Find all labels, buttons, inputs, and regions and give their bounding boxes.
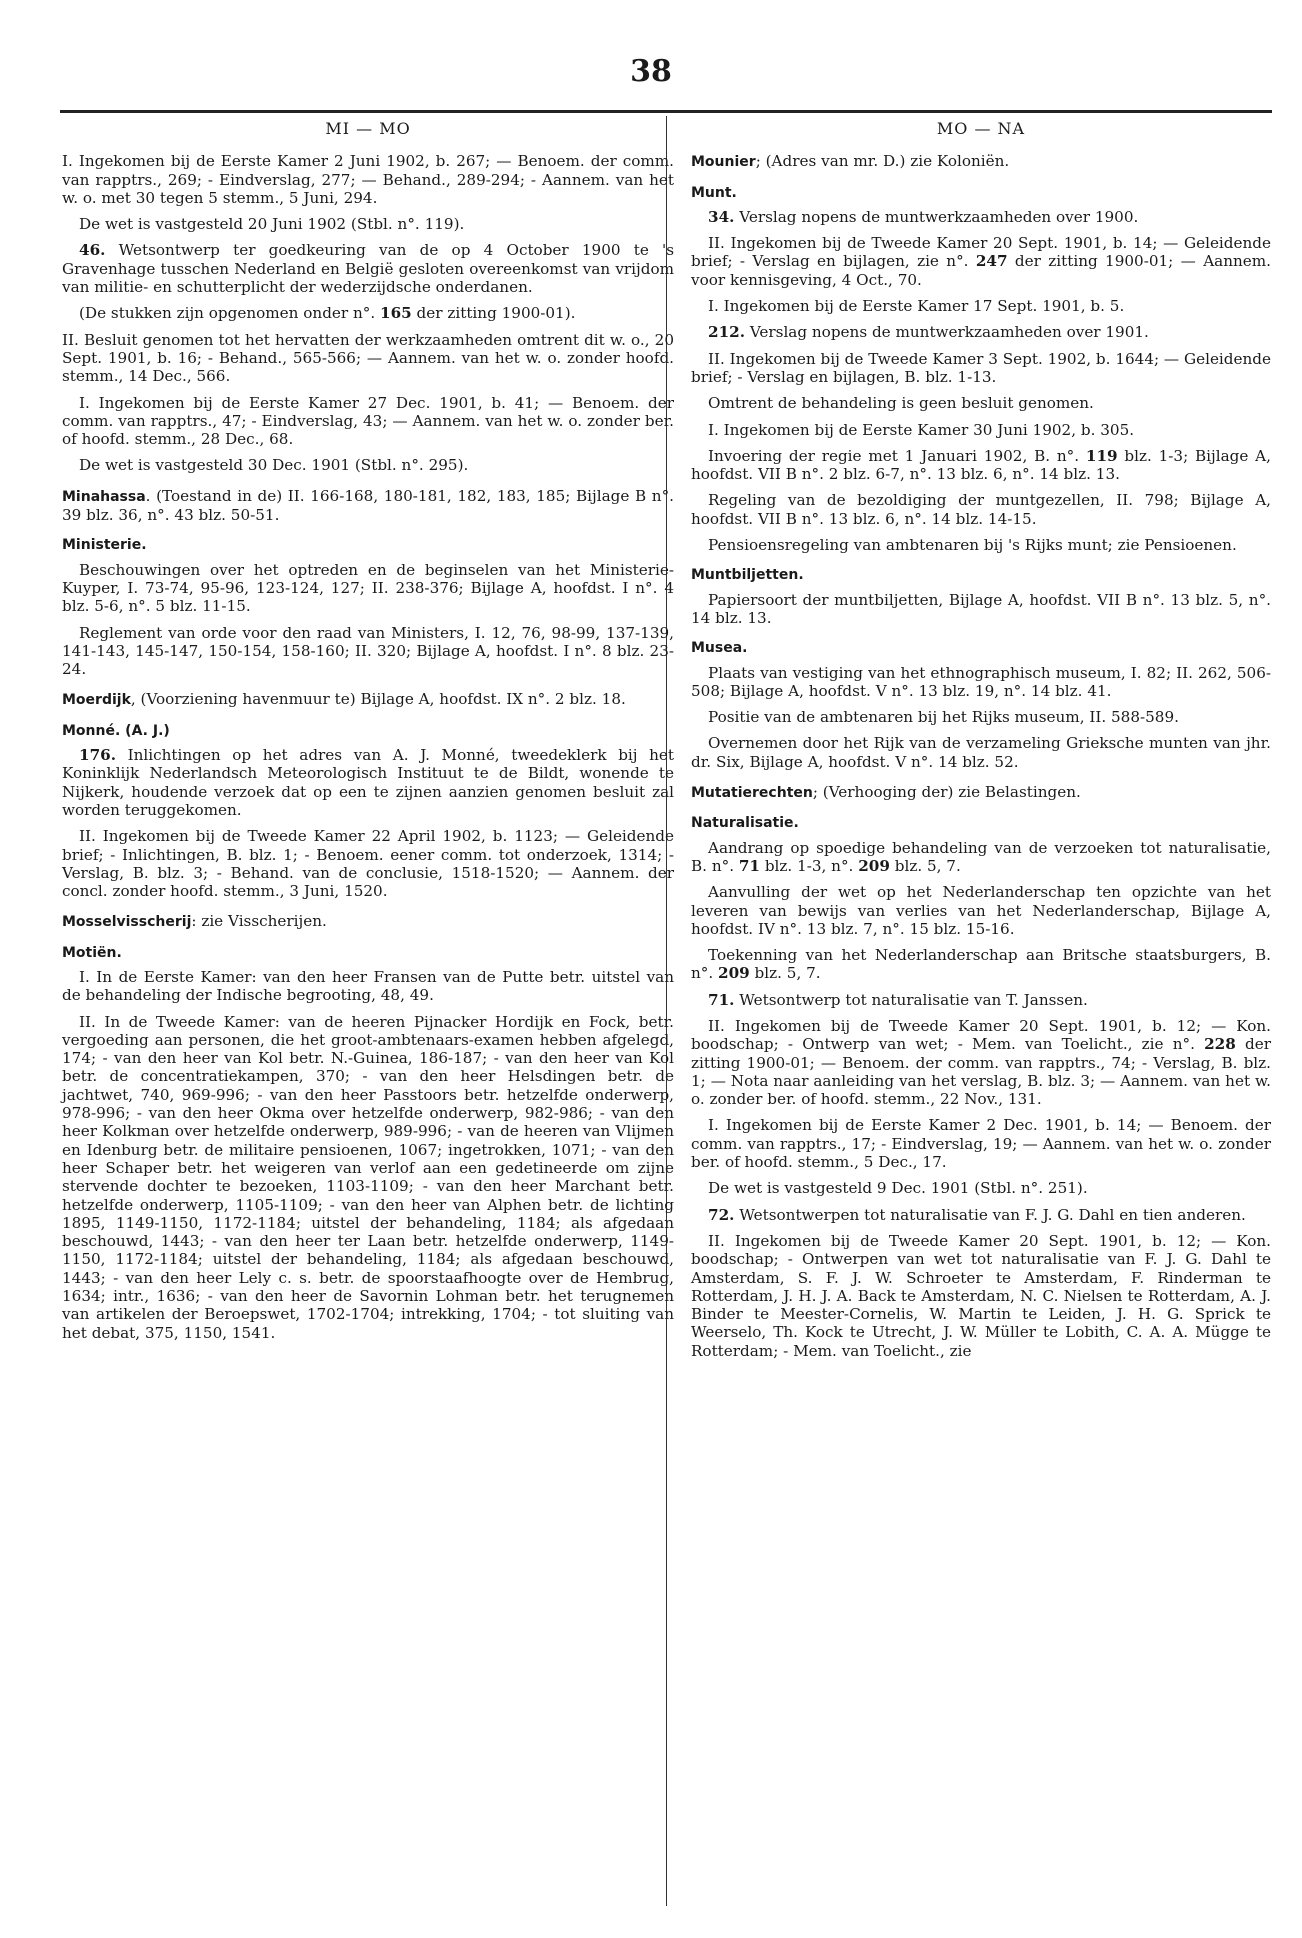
right-column bbox=[691, 120, 1271, 1368]
index-entry-mounier: Mounier; (Adres van mr. D.) zie Koloniën. bbox=[691, 152, 1010, 171]
item-number: 46. bbox=[79, 241, 106, 260]
paragraph: II. Ingekomen bij de Tweede Kamer 20 Sept. 1901, b. 12; — Kon. boodschap; - Ontwerp van wet; - Mem. van Toelicht., zie n°. 228 der zitting 1900-01; — Benoem. der comm. van rapptrs., 74; - Verslag, B. blz. 1; — Nota naar aanleiding van het verslag, B. blz. 3; — Aannem. van het w. o. zonder ber. of hoofd. stemm., 22 Nov., 131. bbox=[691, 1016, 1271, 1109]
paragraph: 71. Wetsontwerp tot naturalisatie van T. Janssen. bbox=[708, 990, 1088, 1009]
item-number: 212. bbox=[708, 323, 745, 342]
paragraph: II. Ingekomen bij de Tweede Kamer 20 Sept. 1901, b. 14; — Geleidende brief; - Verslag en bijlagen, zie n°. 247 der zitting 1900-01; — Aannem. voor kennisgeving, 4 Oct., 70. bbox=[691, 234, 1272, 289]
item-number: 34. bbox=[708, 207, 735, 226]
paragraph: 46. Wetsontwerp ter goedkeuring van de op 4 October 1900 te 's Gravenhage tusschen Nederland en België gesloten overeenkomst van vrijdom van militie- en schutterplicht der wederzijdsche onderdanen. bbox=[62, 241, 674, 297]
paragraph: II. Ingekomen bij de Tweede Kamer 3 Sept. 1902, b. 1644; — Geleidende brief; - Verslag en bijlagen, B. blz. 1-13. bbox=[691, 349, 1271, 386]
entry-heading-muntbiljetten: Muntbiljetten. bbox=[691, 567, 804, 584]
paragraph: II. Besluit genomen tot het hervatten der werkzaamheden omtrent dit w. o., 20 Sept. 1901, b. 16; - Behand., 565-566; — Aannem. van het w. o. zonder hoofd. stemm., 14 Dec., 566. bbox=[62, 330, 674, 386]
paragraph: (De stukken zijn opgenomen onder n°. 165 der zitting 1900-01). bbox=[79, 304, 576, 323]
entry-heading: Mutatierechten bbox=[691, 785, 813, 802]
paragraph: Pensioensregeling van ambtenaren bij 's Rijks munt; zie Pensioenen. bbox=[708, 536, 1237, 555]
right-column-header: MO — NA bbox=[936, 119, 1026, 138]
paragraph: 176. Inlichtingen op het adres van A. J. Monné, tweedeklerk bij het Koninklijk Nederlandsch Meteorologisch Instituut te de Bildt, wonende te Nijkerk, houdende verzoek dat op een te zijnen aanzien genomen besluit zal worden teruggekomen. bbox=[62, 746, 674, 819]
paragraph: Omtrent de behandeling is geen besluit genomen. bbox=[708, 394, 1094, 413]
paragraph: Beschouwingen over het optreden en de beginselen van het Ministerie-Kuyper, I. 73-74, 95-96, 123-124, 127; II. 238-376; Bijlage A, hoofdst. I n°. 4 blz. 5-6, n°. 5 blz. 11-15. bbox=[62, 560, 674, 616]
paragraph: II. Ingekomen bij de Tweede Kamer 22 April 1902, b. 1123; — Geleidende brief; - Inlichtingen, B. blz. 1; - Benoem. eener comm. tot onderzoek, 1314; - Verslag, B. blz. 3; - Behand. van de conclusie, 1518-1520; — Aannem. der concl. zonder hoofd. stemm., 3 Juni, 1520. bbox=[62, 827, 674, 901]
paragraph: Toekenning van het Nederlanderschap aan Britsche staatsburgers, B. n°. 209 blz. 5, 7. bbox=[691, 946, 1271, 983]
paragraph: I. Ingekomen bij de Eerste Kamer 30 Juni 1902, b. 305. bbox=[708, 420, 1135, 439]
paragraph: 212. Verslag nopens de muntwerkzaamheden over 1901. bbox=[708, 323, 1149, 342]
entry-heading: Minahassa bbox=[62, 488, 146, 505]
index-entry-minahassa: Minahassa. (Toestand in de) II. 166-168, 180-181, 182, 183, 185; Bijlage B n°. 39 blz. 36, n°. 43 blz. 50-51. bbox=[62, 486, 674, 525]
paragraph: De wet is vastgesteld 30 Dec. 1901 (Stbl. n°. 295). bbox=[79, 456, 469, 475]
entry-heading: Mounier bbox=[691, 154, 756, 171]
paragraph: 72. Wetsontwerpen tot naturalisatie van F. J. G. Dahl en tien anderen. bbox=[708, 1205, 1246, 1224]
entry-heading-munt: Munt. bbox=[691, 184, 737, 201]
paragraph: I. Ingekomen bij de Eerste Kamer 17 Sept. 1901, b. 5. bbox=[708, 297, 1125, 316]
entry-heading-monne: Monné. (A. J.) bbox=[62, 722, 170, 739]
paragraph: I. Ingekomen bij de Eerste Kamer 2 Juni 1902, b. 267; — Benoem. der comm. van rapptrs., 269; - Eindverslag, 277; — Behand., 289-294; - Aannem. van het w. o. met 30 tegen 5 stemm., 5 Juni, 294. bbox=[62, 152, 674, 207]
paragraph: I. Ingekomen bij de Eerste Kamer 27 Dec. 1901, b. 41; — Benoem. der comm. van rapptrs., 47; - Eindverslag, 43; — Aannem. van het w. o. zonder ber. of hoofd. stemm., 28 Dec., 68. bbox=[62, 393, 674, 449]
paragraph: De wet is vastgesteld 20 Juni 1902 (Stbl. n°. 119). bbox=[79, 215, 465, 234]
paragraph: Papiersoort der muntbiljetten, Bijlage A, hoofdst. VII B n°. 13 blz. 5, n°. 14 blz. 13. bbox=[691, 590, 1271, 627]
paragraph: I. In de Eerste Kamer: van den heer Fransen van de Putte betr. uitstel van de behandeling der Indische begrooting, 48, 49. bbox=[62, 967, 674, 1005]
paragraph: Regeling van de bezoldiging der muntgezellen, II. 798; Bijlage A, hoofdst. VII B n°. 13 blz. 6, n°. 14 blz. 14-15. bbox=[691, 491, 1271, 528]
item-number: 71. bbox=[708, 990, 735, 1009]
item-number: 176. bbox=[79, 746, 116, 765]
paragraph: Plaats van vestiging van het ethnographisch museum, I. 82; II. 262, 506-508; Bijlage A, hoofdst. V n°. 13 blz. 19, n°. 14 blz. 41. bbox=[691, 663, 1271, 700]
paragraph: De wet is vastgesteld 9 Dec. 1901 (Stbl. n°. 251). bbox=[708, 1179, 1088, 1198]
paragraph: Overnemen door het Rijk van de verzameling Grieksche munten van jhr. dr. Six, Bijlage A, hoofdst. V n°. 14 blz. 52. bbox=[691, 734, 1271, 771]
entry-heading-naturalisatie: Naturalisatie. bbox=[691, 815, 799, 832]
index-entry-mosselvisscherij: Mosselvisscherij: zie Visscherijen. bbox=[62, 912, 327, 931]
entry-heading-musea: Musea. bbox=[691, 640, 748, 657]
index-entry-mutatierechten: Mutatierechten; (Verhooging der) zie Belastingen. bbox=[691, 783, 1081, 802]
paragraph: I. Ingekomen bij de Eerste Kamer 2 Dec. 1901, b. 14; — Benoem. der comm. van rapptrs., 17; - Eindverslag, 19; — Aannem. van het w. o. zonder ber. of hoofd. stemm., 5 Dec., 17. bbox=[691, 1116, 1271, 1172]
paragraph: Reglement van orde voor den raad van Ministers, I. 12, 76, 98-99, 137-139, 141-143, 145-147, 150-154, 158-160; II. 320; Bijlage A, hoofdst. I n°. 8 blz. 23-24. bbox=[62, 623, 674, 679]
paragraph: 34. Verslag nopens de muntwerkzaamheden over 1900. bbox=[708, 207, 1139, 226]
paragraph: Positie van de ambtenaren bij het Rijks museum, II. 588-589. bbox=[708, 708, 1179, 727]
paragraph: Invoering der regie met 1 Januari 1902, B. n°. 119 blz. 1-3; Bijlage A, hoofdst. VII B n°. 2 blz. 6-7, n°. 13 blz. 6, n°. 14 blz. 13. bbox=[691, 446, 1271, 484]
paragraph: II. Ingekomen bij de Tweede Kamer 20 Sept. 1901, b. 12; — Kon. boodschap; - Ontwerpen van wet tot naturalisatie van F. J. G. Dahl te Amsterdam, S. F. J. W. Schroeter te Amsterdam, F. Rinderman te Rotterdam, J. H. J. A. Back te Amsterdam, N. C. Nielsen te Rotterdam, A. J. Binder te Meester-Cornelis, W. Martin te Leiden, J. H. G. Sprick te Weerselo, Th. Kock te Utrecht, J. W. Müller te Lobith, C. A. A. Mügge te Rotterdam; - Mem. van Toelicht., zie bbox=[691, 1231, 1271, 1360]
paragraph: Aandrang op spoedige behandeling van de verzoeken tot naturalisatie, B. n°. 71 blz. 1-3, n°. 209 blz. 5, 7. bbox=[691, 838, 1271, 875]
left-column bbox=[62, 120, 674, 1350]
item-number: 72. bbox=[708, 1205, 735, 1224]
page-number: 38 bbox=[630, 54, 672, 89]
entry-heading-ministerie: Ministerie. bbox=[62, 537, 147, 554]
entry-heading-motien: Motiën. bbox=[62, 944, 122, 961]
top-rule bbox=[60, 110, 1272, 113]
index-entry-moerdijk: Moerdijk, (Voorziening havenmuur te) Bijlage A, hoofdst. IX n°. 2 blz. 18. bbox=[62, 690, 626, 709]
entry-heading: Moerdijk bbox=[62, 692, 131, 709]
entry-heading: Mosselvisscherij bbox=[62, 914, 192, 931]
paragraph: Aanvulling der wet op het Nederlanderschap ten opzichte van het leveren van bewijs van verlies van het Nederlanderschap, Bijlage A, hoofdst. IV n°. 13 blz. 7, n°. 15 blz. 15-16. bbox=[691, 883, 1271, 938]
paragraph: II. In de Tweede Kamer: van de heeren Pijnacker Hordijk en Fock, betr. vergoeding aan personen, die het groot-ambtenaars-examen hebben afgelegd, 174; - van den heer van Kol betr. N.-Guinea, 186-187; - van den heer van Kol betr. de concentratiekampen, 370; - van den heer Helsdingen betr. de jachtwet, 740, 969-996; - van den heer Passtoors betr. hetzelfde onderwerp, 978-996; - van den heer Okma over hetzelfde onderwerp, 982-986; - van den heer Kolkman over hetzelfde onderwerp, 989-996; - van de heeren van Vlijmen en Idenburg betr. de militaire pensioenen, 1067; ingetrokken, 1071; - van den heer Schaper betr. het weigeren van verlof aan een gedetineerde om zijne stervende dochter te bezoeken, 1103-1109; - van den heer Marchant betr. hetzelfde onderwerp, 1105-1109; - van den heer van Alphen betr. de lichting 1895, 1149-1150, 1172-1184; uitstel der behandeling, 1184; als afgedaan beschouwd, 1443; - van den heer ter Laan betr. hetzelfde onderwerp, 1149-1150, 1172-1184; uitstel der behandeling, 1184; als afgedaan beschouwd, 1443; - van den heer Lely c. s. betr. de spoorstaafhoogte over de Hembrug, 1634; intr., 1636; - van den heer de Savornin Lohman betr. het terugnemen van artikelen der Beroepswet, 1702-1704; intrekking, 1704; - tot sluiting van het debat, 375, 1150, 1541. bbox=[62, 1012, 674, 1342]
left-column-header: MI — MO bbox=[325, 119, 411, 138]
